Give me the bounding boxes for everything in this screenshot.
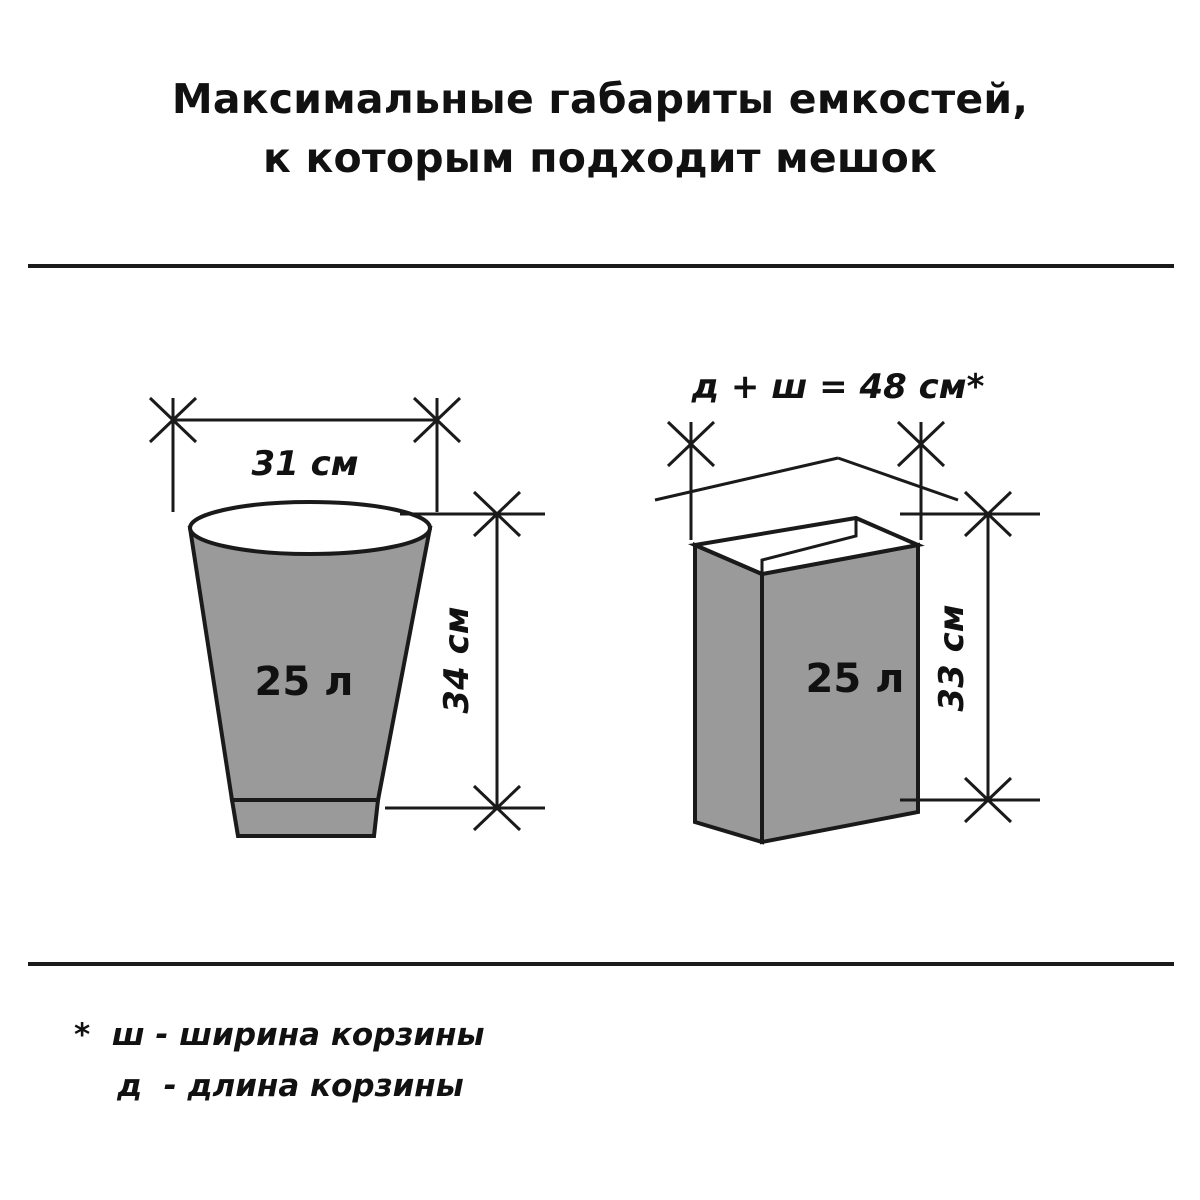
- rect-bin-perimeter-label: д + ш = 48 см*: [691, 367, 985, 407]
- round-bin-rim: [190, 502, 430, 554]
- title-line-2: к которым подходит мешок: [263, 134, 937, 183]
- rect-bin-height-label: 33 см: [932, 604, 972, 712]
- footnote-length: д - длина корзины: [74, 1068, 464, 1105]
- footnotes: [74, 1010, 774, 1112]
- round-bin-width-label: 31 см: [251, 444, 359, 484]
- round-bin-base: [232, 800, 378, 836]
- footnote-width: * ш - ширина корзины: [74, 1017, 485, 1053]
- round-bin-height-label: 34 см: [437, 606, 477, 714]
- rect-bin-volume-label: 25 л: [805, 656, 905, 702]
- rect-bin-left-face: [695, 545, 762, 842]
- rect-bin-group: [655, 367, 1040, 842]
- title-line-1: Максимальные габариты емкостей,: [171, 75, 1029, 123]
- divider-bottom: [28, 962, 1174, 966]
- round-bin-group: [150, 398, 545, 836]
- rect-bin-perimeter-dimension: [655, 422, 958, 540]
- round-bin-volume-label: 25 л: [254, 659, 354, 705]
